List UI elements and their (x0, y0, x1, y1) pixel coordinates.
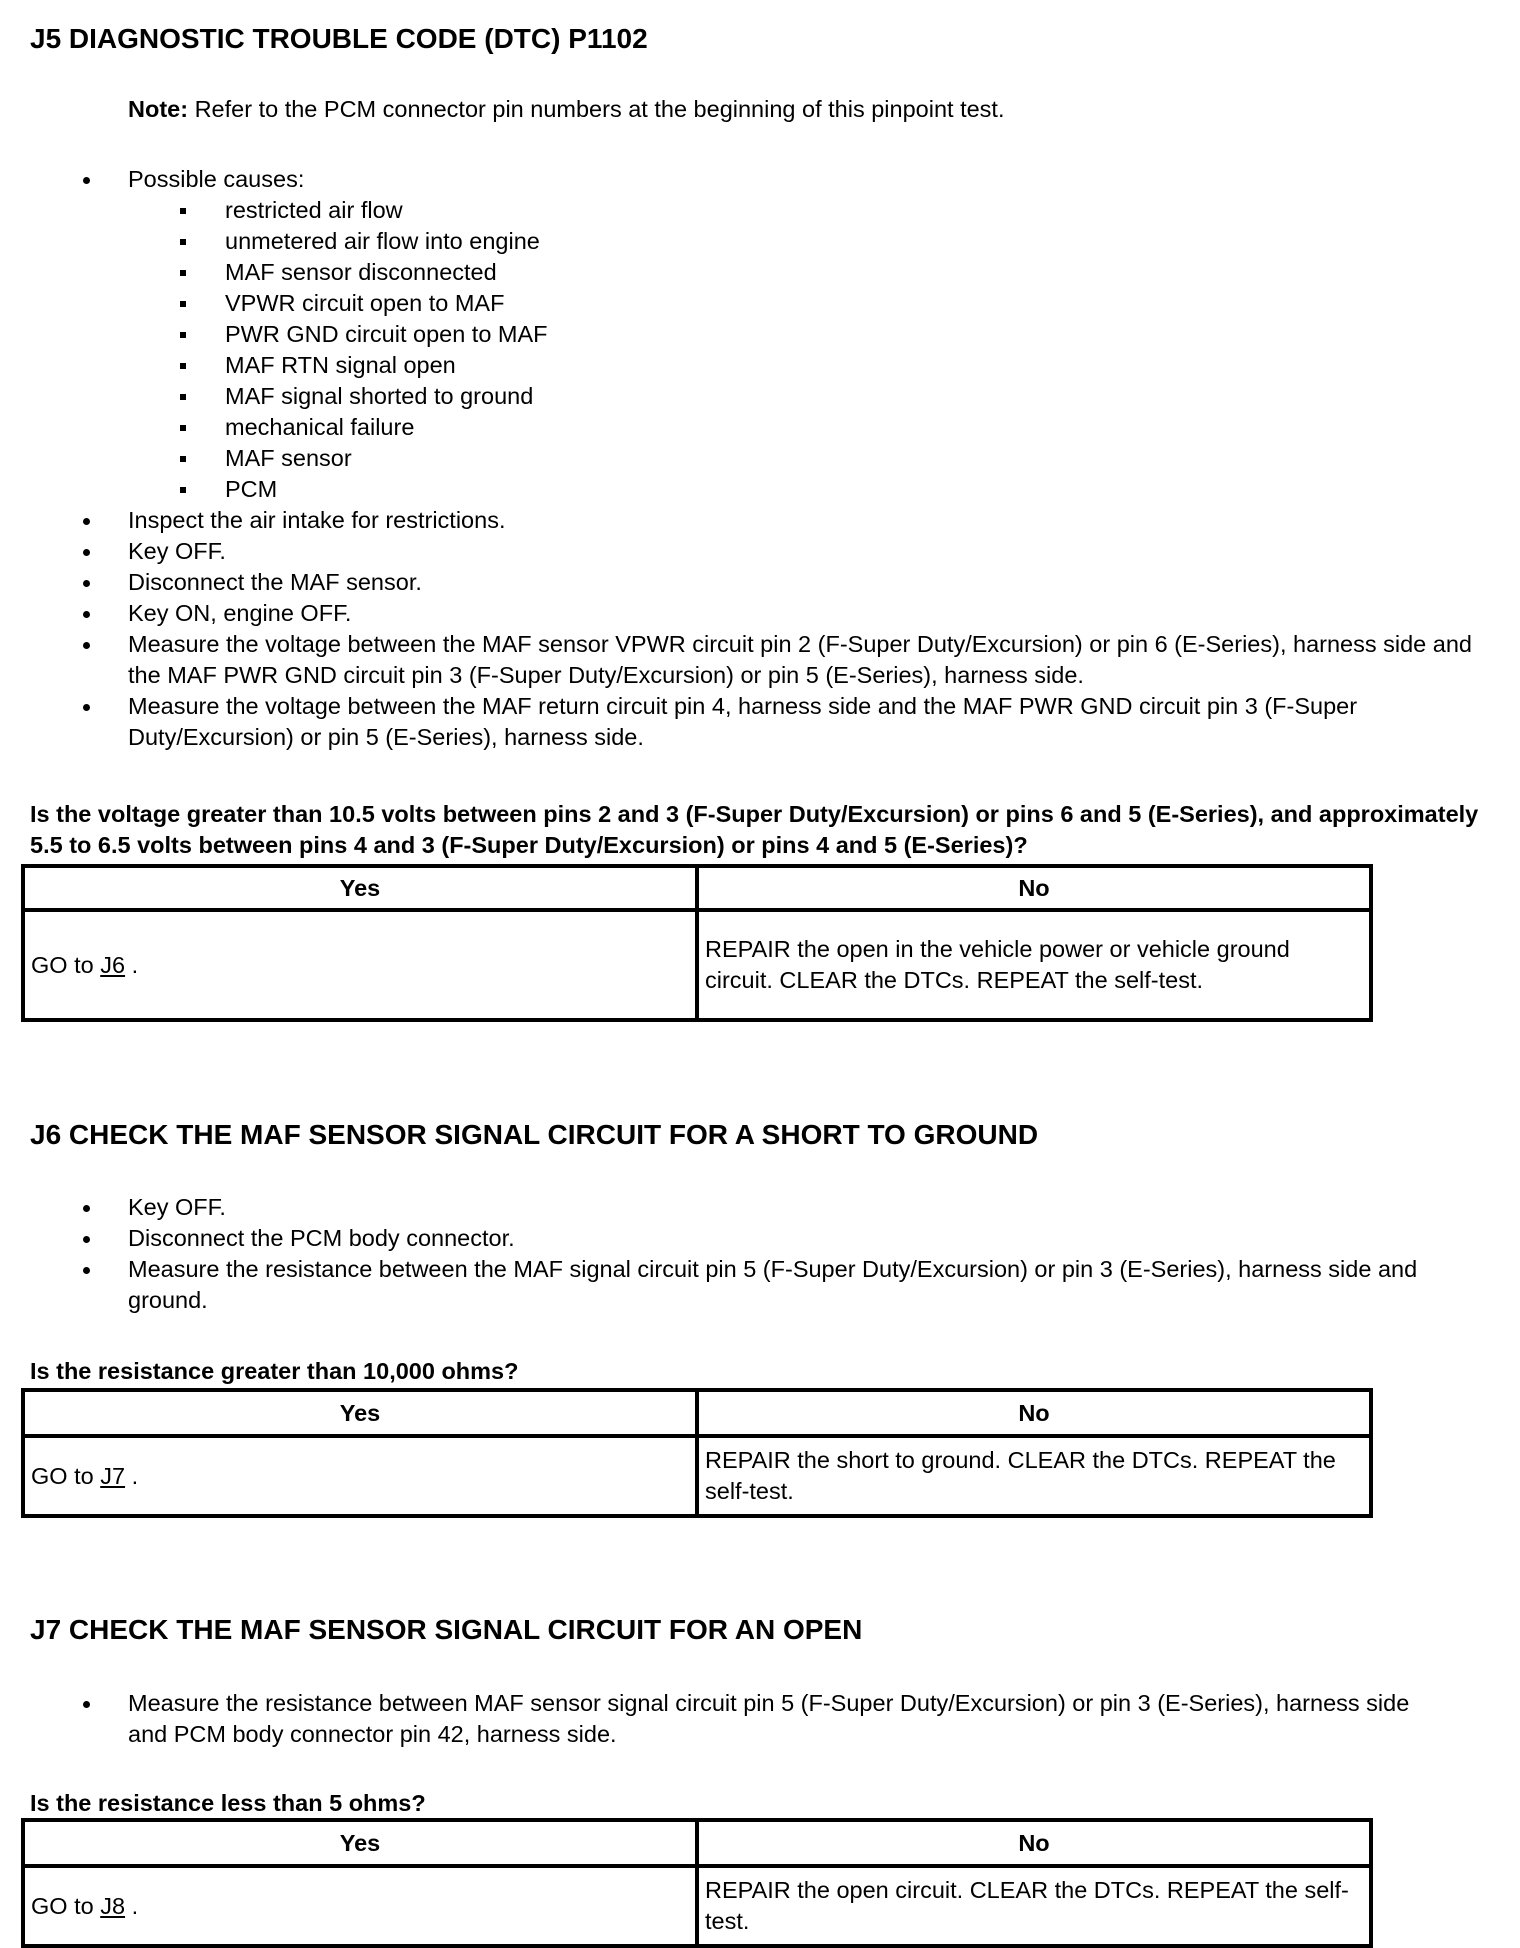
list-item: Disconnect the PCM body connector. (0, 1223, 1440, 1254)
yes-header: Yes (23, 1820, 697, 1866)
j6-steps-list (0, 1192, 1440, 1316)
go-to-j7-link[interactable]: J7 (100, 1462, 126, 1489)
cause-item: MAF RTN signal open (0, 350, 1480, 381)
yes-suffix: . (125, 1892, 139, 1919)
section-title-j5: J5 DIAGNOSTIC TROUBLE CODE (DTC) P1102 (30, 23, 648, 54)
no-header: No (697, 1820, 1371, 1866)
list-item: Measure the resistance between the MAF signal circuit pin 5 (F-Super Duty/Excursion) or pin 3 (E-Series), harness side and ground. (0, 1254, 1440, 1316)
note (128, 94, 1005, 125)
cause-item: PCM (0, 474, 1480, 505)
decision-table-j6 (21, 1388, 1373, 1518)
list-item: Measure the voltage between the MAF sensor VPWR circuit pin 2 (F-Super Duty/Excursion) or pin 6 (E-Series), harness side and the MAF PWR GND circuit pin 3 (F-Super Duty/Excursion) or pin 5 (E-Series), harness side. (0, 629, 1480, 691)
section-title-j6: J6 CHECK THE MAF SENSOR SIGNAL CIRCUIT FOR A SHORT TO GROUND (30, 1119, 1039, 1150)
section-title-j7: J7 CHECK THE MAF SENSOR SIGNAL CIRCUIT FOR AN OPEN (30, 1614, 863, 1645)
cause-item: MAF sensor (0, 443, 1480, 474)
go-to-j8-link[interactable]: J8 (100, 1892, 126, 1919)
decision-table-j7 (21, 1818, 1373, 1948)
cause-item: PWR GND circuit open to MAF (0, 319, 1480, 350)
list-item: Disconnect the MAF sensor. (0, 567, 1480, 598)
yes-header: Yes (23, 1390, 697, 1436)
list-item: Key ON, engine OFF. (0, 598, 1480, 629)
no-cell: REPAIR the short to ground. CLEAR the DTCs. REPEAT the self-test. (697, 1436, 1371, 1516)
no-header: No (697, 866, 1371, 910)
causes-label: Possible causes: (128, 166, 305, 192)
list-item: Inspect the air intake for restrictions. (0, 505, 1480, 536)
decision-table-j5 (21, 864, 1373, 1022)
question-j7: Is the resistance less than 5 ohms? (30, 1790, 426, 1816)
question-j5: Is the voltage greater than 10.5 volts between pins 2 and 3 (F-Super Duty/Excursion) or pins 6 and 5 (E-Series), and approximately 5.5 to 6.5 volts between pins 4 and 3 (F-Super Duty/Excursion) or pins 4 and 5 (E-Series)? (30, 801, 1479, 858)
yes-suffix: . (125, 1462, 139, 1489)
yes-header: Yes (23, 866, 697, 910)
cause-item: MAF sensor disconnected (0, 257, 1480, 288)
note-label: Note: (128, 96, 189, 122)
go-to-j6-link[interactable]: J6 (100, 951, 126, 978)
cause-item: MAF signal shorted to ground (0, 381, 1480, 412)
j5-steps-list (0, 164, 1480, 753)
yes-prefix: GO to (31, 1892, 101, 1919)
cause-item: mechanical failure (0, 412, 1480, 443)
causes-list (0, 195, 1480, 505)
yes-prefix: GO to (31, 951, 101, 978)
yes-cell (23, 1866, 697, 1946)
list-item (0, 164, 1480, 505)
note-text: Refer to the PCM connector pin numbers at the beginning of this pinpoint test. (188, 96, 1005, 122)
yes-cell (23, 910, 697, 1020)
yes-suffix: . (125, 951, 139, 978)
yes-prefix: GO to (31, 1462, 101, 1489)
cause-item: restricted air flow (0, 195, 1480, 226)
cause-item: unmetered air flow into engine (0, 226, 1480, 257)
question-j6: Is the resistance greater than 10,000 ohms? (30, 1358, 519, 1384)
cause-item: VPWR circuit open to MAF (0, 288, 1480, 319)
no-header: No (697, 1390, 1371, 1436)
no-cell: REPAIR the open circuit. CLEAR the DTCs. REPEAT the self-test. (697, 1866, 1371, 1946)
j7-steps-list (0, 1688, 1450, 1750)
list-item: Measure the resistance between MAF sensor signal circuit pin 5 (F-Super Duty/Excursion) or pin 3 (E-Series), harness side and PCM body connector pin 42, harness side. (0, 1688, 1450, 1750)
yes-cell (23, 1436, 697, 1516)
list-item: Measure the voltage between the MAF return circuit pin 4, harness side and the MAF PWR GND circuit pin 3 (F-Super Duty/Excursion) or pin 5 (E-Series), harness side. (0, 691, 1480, 753)
list-item: Key OFF. (0, 536, 1480, 567)
list-item: Key OFF. (0, 1192, 1440, 1223)
no-cell: REPAIR the open in the vehicle power or vehicle ground circuit. CLEAR the DTCs. REPEAT the self-test. (697, 910, 1371, 1020)
